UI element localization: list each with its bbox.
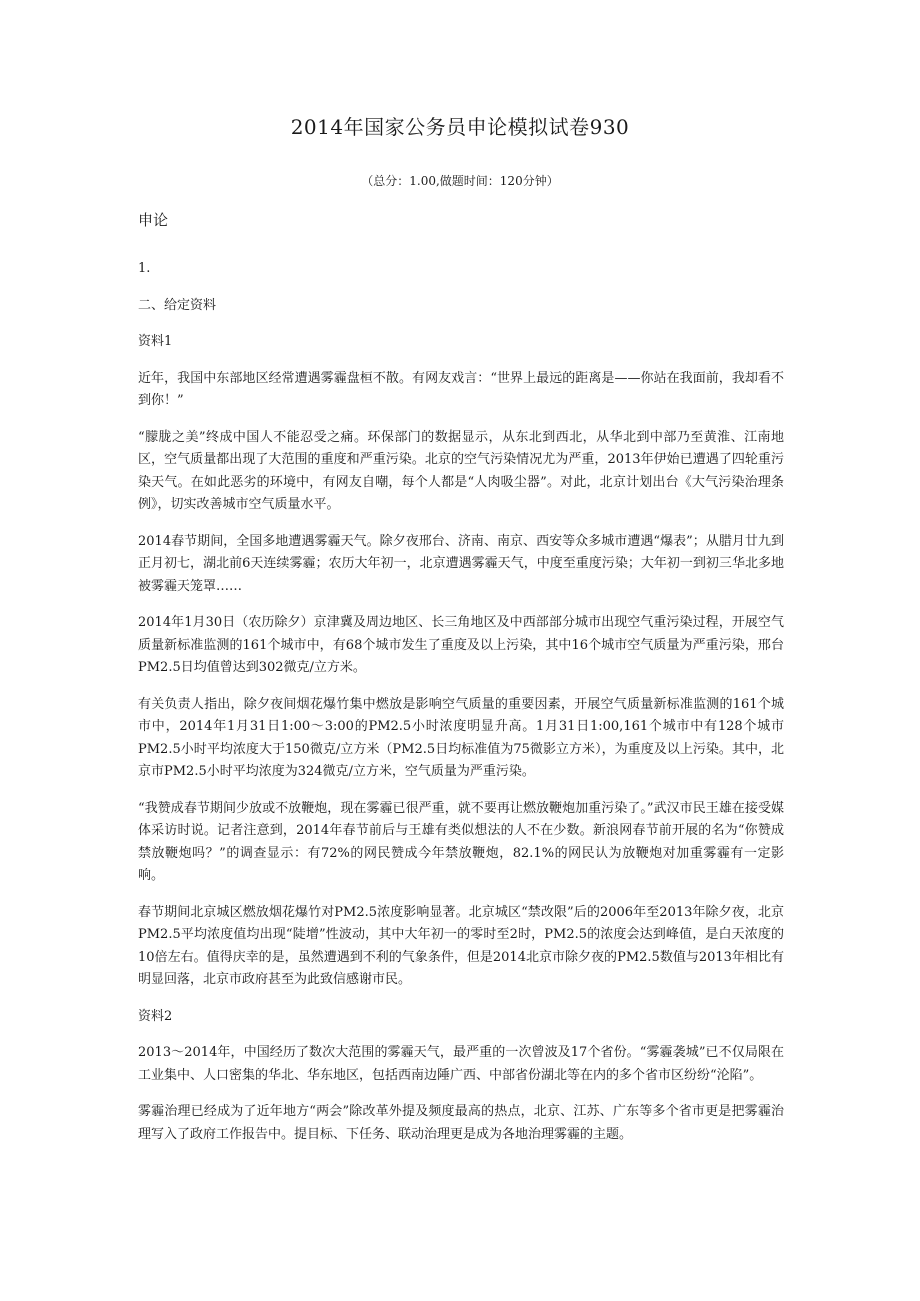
- paragraph: 雾霾治理已经成为了近年地方“两会”除改革外提及频度最高的热点，北京、江苏、广东等多个省市更是把雾霾治理写入了政府工作报告中。提目标、下任务、联动治理更是成为各地治理雾霾的主题。: [138, 1104, 784, 1142]
- material-label: 资料1: [138, 334, 173, 349]
- question-number: 1.: [138, 261, 151, 276]
- paragraph: 近年，我国中东部地区经常遭遇雾霾盘桓不散。有网友戏言：“世界上最远的距离是——你站在我面前，我却看不到你！”: [138, 370, 784, 408]
- paragraph: 春节期间北京城区燃放烟花爆竹对PM2.5浓度影响显著。北京城区“禁改限”后的2006年至2013年除夕夜，北京PM2.5平均浓度值均出现“陡增”性波动，其中大年初一的零时至2时，PM2.5的浓度会达到峰值，是白天浓度的10倍左右。值得庆幸的是，虽然遭遇到不利的气象条件，但是2014北京市除夕夜的PM2.5数值与2013年相比有明显回落，北京市政府甚至为此致信感谢市民。: [138, 904, 784, 987]
- section-heading: 申论: [138, 211, 169, 229]
- document-title: 2014年国家公务员申论模拟试卷930: [290, 115, 630, 139]
- paragraph: 有关负责人指出，除夕夜间烟花爆竹集中燃放是影响空气质量的重要因素，开展空气质量新标准监测的161个城市中，2014年1月31日1:00～3:00的PM2.5小时浓度明显升高。1月31日1:00,161个城市中有128个城市PM2.5小时平均浓度大于150微克/立方米（PM2.5日均标准值为75微影立方米），为重度及以上污染。其中，北京市PM2.5小时平均浓度为324微克/立方米，空气质量为严重污染。: [138, 696, 784, 779]
- exam-info: （总分：1.00,做题时间：120分钟）: [361, 174, 559, 188]
- paragraph: 2013～2014年，中国经历了数次大范围的雾霾天气，最严重的一次曾波及17个省份。“雾霾袭城”已不仅局限在工业集中、人口密集的华北、华东地区，包括西南边陲广西、中部省份湖北等在内的多个省市区纷纷“沦陷”。: [138, 1045, 784, 1083]
- material-label: 资料2: [138, 1008, 173, 1024]
- paragraph: 2014年1月30日（农历除夕）京津冀及周边地区、长三角地区及中西部部分城市出现空气重污染过程，开展空气质量新标准监测的161个城市中，有68个城市发生了重度及以上污染，其中16个城市空气质量为严重污染，邢台PM2.5日均值曾达到302微克/立方米。: [138, 615, 784, 675]
- paragraph: “我赞成春节期间少放或不放鞭炮，现在雾霾已很严重，就不要再让燃放鞭炮加重污染了。”武汉市民王雄在接受媒体采访时说。记者注意到，2014年春节前后与王雄有类似想法的人不在少数。新浪网春节前开展的名为“你赞成禁放鞭炮吗？”的调查显示：有72%的网民赞成今年禁放鞭炮，82.1%的网民认为放鞭炮对加重雾霾有一定影响。: [138, 800, 784, 883]
- paragraph: 2014春节期间，全国多地遭遇雾霾天气。除夕夜邢台、济南、南京、西安等众多城市遭遇“爆表”；从腊月廿九到正月初七，湖北前6天连续雾霾；农历大年初一，北京遭遇雾霾天气，中度至重度污染；大年初一到初三华北多地被雾霾天笼罩……: [138, 533, 784, 594]
- document-body: [138, 258, 784, 1160]
- paragraph: “朦胧之美”终成中国人不能忍受之痛。环保部门的数据显示，从东北到西北，从华北到中部乃至黄淮、江南地区，空气质量都出现了大范围的重度和严重污染。北京的空气污染情况尤为严重，2013年伊始已遭遇了四轮重污染天气。在如此恶劣的环境中，有网友自嘲，每个人都是“人肉吸尘器”。对此，北京计划出台《大气污染治理条例》，切实改善城市空气质量水平。: [138, 429, 784, 512]
- part-heading: 二、给定资料: [138, 297, 217, 313]
